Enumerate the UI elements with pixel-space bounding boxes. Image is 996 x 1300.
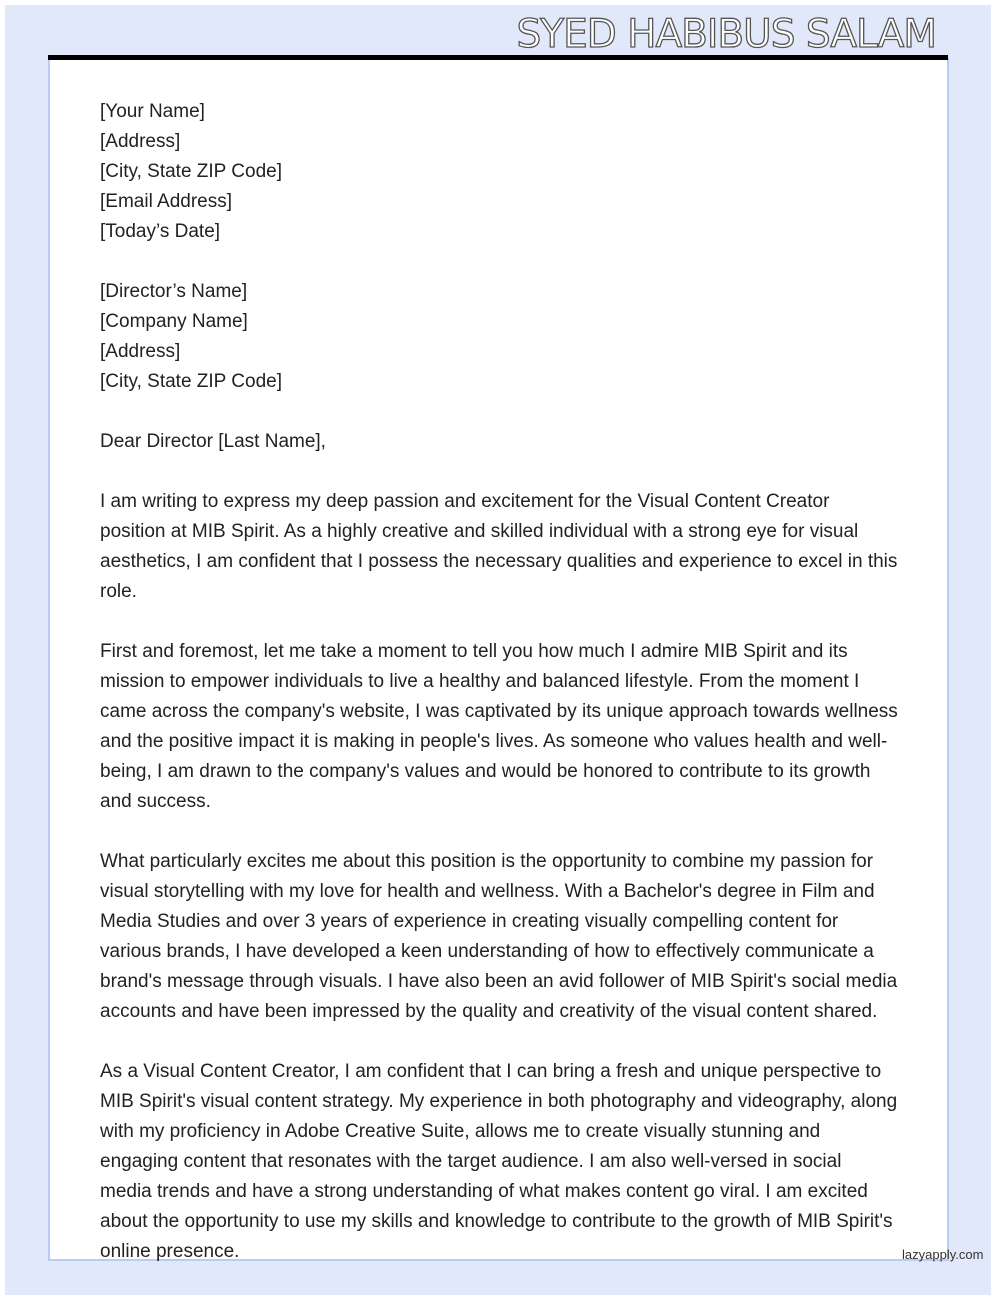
paragraph: As a Visual Content Creator, I am confident that I can bring a fresh and unique perspective to MIB Spirit's visual content strategy. My experience in both photography and videography, along with my proficiency in Adobe Creative Suite, allows me to create visually stunning and engaging content that resonates with the target audience. I am also well-versed in social media trends and have a strong understanding of what makes content go viral. I am excited about the opportunity to use my skills and knowledge to contribute to the growth of MIB Spirit's online presence. (100, 1061, 898, 1262)
paragraph: What particularly excites me about this position is the opportunity to combine my passion for visual storytelling with my love for health and wellness. With a Bachelor's degree in Film and Media Studies and over 3 years of experience in creating visually compelling content for various brands, I have developed a keen understanding of how to effectively communicate a brand's message through visuals. I have also been an avid follower of MIB Spirit's social media accounts and have been impressed by the quality and creativity of the visual content shared. (100, 851, 898, 1022)
paragraph: I am writing to express my deep passion and excitement for the Visual Content Creator position at MIB Spirit. As a highly creative and skilled individual with a strong eye for visual aesthetics, I am confident that I possess the necessary qualities and experience to excel in this role. (100, 491, 898, 602)
sender-line: [Email Address] (100, 191, 232, 212)
recipient-block (100, 277, 898, 397)
sender-block (100, 97, 898, 247)
recipient-line: [City, State ZIP Code] (100, 371, 282, 392)
letter-body (100, 97, 898, 1297)
salutation: Dear Director [Last Name], (100, 431, 326, 452)
sender-line: [Address] (100, 131, 181, 152)
recipient-line: [Address] (100, 341, 181, 362)
header-name: SYED HABIBUS SALAM (516, 12, 936, 57)
sender-line: [Today’s Date] (100, 221, 221, 242)
sender-line: [Your Name] (100, 101, 205, 122)
paragraph: First and foremost, let me take a moment to tell you how much I admire MIB Spirit and its mission to empower individuals to live a healthy and balanced lifestyle. From the moment I came across the company's website, I was captivated by its unique approach towards wellness and the positive impact it is making in people's lives. As someone who values health and well-being, I am drawn to the company's values and would be honored to contribute to its growth and success. (100, 641, 898, 812)
sender-line: [City, State ZIP Code] (100, 161, 282, 182)
recipient-line: [Director’s Name] (100, 281, 248, 302)
recipient-line: [Company Name] (100, 311, 248, 332)
watermark: lazyapply.com (902, 1247, 984, 1262)
